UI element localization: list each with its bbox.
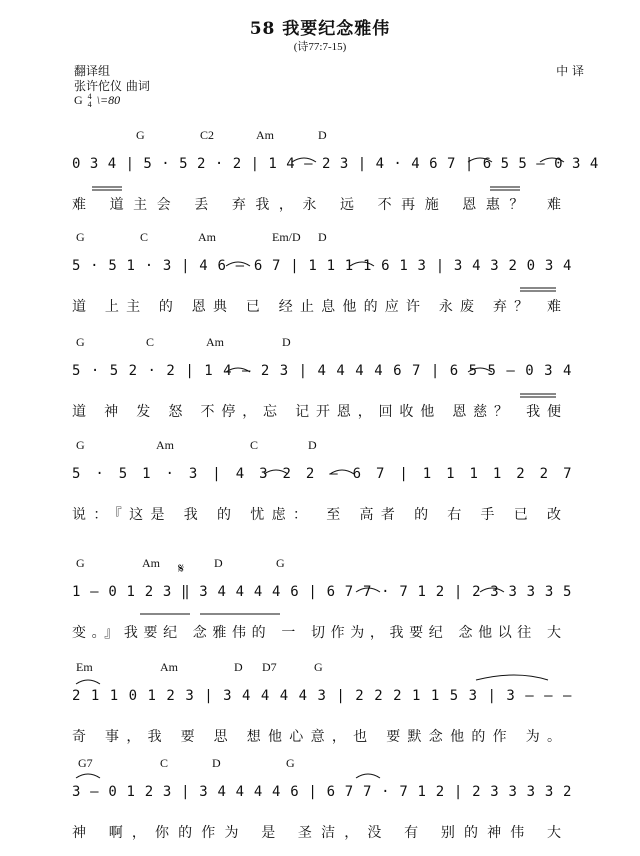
chord-line	[0, 556, 640, 577]
chord-line	[0, 438, 640, 454]
chord: Am	[206, 335, 224, 349]
notation-line: 5 · 5 1 · 3 | 4 3 2 2 – 6 7 | 1 1 1 1 2 2 7	[72, 466, 572, 482]
chord: D	[234, 660, 243, 674]
staff-row-2	[0, 230, 640, 330]
notation-line: 5 · 5 1 · 3 | 4 6 – 6 7 | 1 1 1 1 6 1 3 | 3 4 3 2 0 3 4	[72, 258, 572, 274]
chord: D	[214, 556, 223, 570]
staff-row-4	[0, 438, 640, 538]
chord-line	[0, 756, 640, 772]
notation-line: 1 – 0 1 2 3 ‖ 3 4 4 4 4 6 | 6 7 7 · 7 1 2 | 2 3 3 3 3 5	[72, 584, 572, 600]
chord: D	[308, 438, 317, 452]
chord: Am	[142, 556, 160, 570]
staff-row-5	[0, 556, 640, 656]
chord: G	[76, 335, 85, 349]
lyric-line: 难 道主会 丢 弃我，永 远 不再施 恩惠？ 难	[72, 197, 562, 213]
staff-row-6	[0, 660, 640, 760]
notation-line: 0 3 4 | 5 · 5 2 · 2 | 1 4 – 2 3 | 4 · 4 6 7 | 6 5 5 – 0 3 4	[72, 156, 599, 172]
credits	[74, 64, 150, 94]
staff-row-3	[0, 335, 640, 435]
chord: Am	[160, 660, 178, 674]
chord: D7	[262, 660, 277, 674]
credit-composer: 张许佗仪 曲词	[74, 79, 150, 93]
chord-line	[0, 128, 640, 144]
chord: G	[286, 756, 295, 770]
tempo: \=80	[96, 93, 121, 107]
staff-row-7	[0, 756, 640, 856]
scripture-reference: (诗77:7-15)	[293, 41, 347, 53]
chord: C	[140, 230, 149, 244]
chord: D	[212, 756, 221, 770]
lyric-line: 神 啊，你的作为 是 圣洁，没 有 别的神伟 大	[72, 825, 562, 841]
notation-line: 5 · 5 2 · 2 | 1 4 – 2 3 | 4 4 4 4 6 7 | 6 5 5 – 0 3 4	[72, 363, 572, 379]
song-title: 58 我要纪念雅伟	[249, 19, 391, 39]
credit-translator: 翻译组	[74, 64, 111, 78]
chord: C	[146, 335, 155, 349]
lyric-line: 说：『这是 我 的 忧虑： 至 高者 的 右 手 已 改	[72, 507, 562, 523]
chord: Am	[198, 230, 216, 244]
chord: G	[136, 128, 145, 142]
chord: D	[282, 335, 291, 349]
chord: C	[160, 756, 169, 770]
chord: Em/D	[272, 230, 301, 244]
time-signature	[88, 93, 92, 109]
chord-line	[0, 660, 640, 676]
chord: C2	[200, 128, 215, 142]
lyric-line: 道 神 发 怒 不停，忘 记开恩，回收他 恩慈？ 我便	[72, 404, 562, 420]
notation-line: 2 1 1 0 1 2 3 | 3 4 4 4 4 3 | 2 2 2 1 1 5 3 | 3 – – –	[72, 688, 572, 704]
chord-line	[0, 230, 640, 246]
lyric-line: 奇 事，我 要 思 想他心意，也 要默念他的作 为。	[72, 729, 562, 745]
chord: G7	[78, 756, 93, 770]
chord: C	[250, 438, 259, 452]
chord: G	[314, 660, 323, 674]
chord: G	[76, 438, 85, 452]
chord: Am	[256, 128, 274, 142]
staff-row-1	[0, 128, 640, 228]
chord: Am	[156, 438, 174, 452]
time-top: 4	[87, 92, 92, 102]
chord: G	[276, 556, 285, 570]
chord-line	[0, 335, 640, 351]
chord: G	[76, 556, 85, 570]
key-signature	[74, 93, 120, 109]
time-bottom: 4	[87, 100, 92, 110]
lyric-line: 道 上主 的 恩典 已 经止息他的应许 永废 弃？ 难	[72, 299, 562, 315]
chord: Em	[76, 660, 93, 674]
chord: D	[318, 128, 327, 142]
chord: D	[318, 230, 327, 244]
segno-sign: 𝄋	[178, 562, 185, 577]
lyric-line: 变。』我要纪 念雅伟的 一 切作为，我要纪 念他以往 大	[72, 625, 562, 641]
notation-line: 3 – 0 1 2 3 | 3 4 4 4 4 6 | 6 7 7 · 7 1 2 | 2 3 3 3 3 2	[72, 784, 572, 800]
chord: G	[76, 230, 85, 244]
key-name: G	[74, 93, 83, 107]
credit-language: 中 译	[556, 64, 584, 78]
